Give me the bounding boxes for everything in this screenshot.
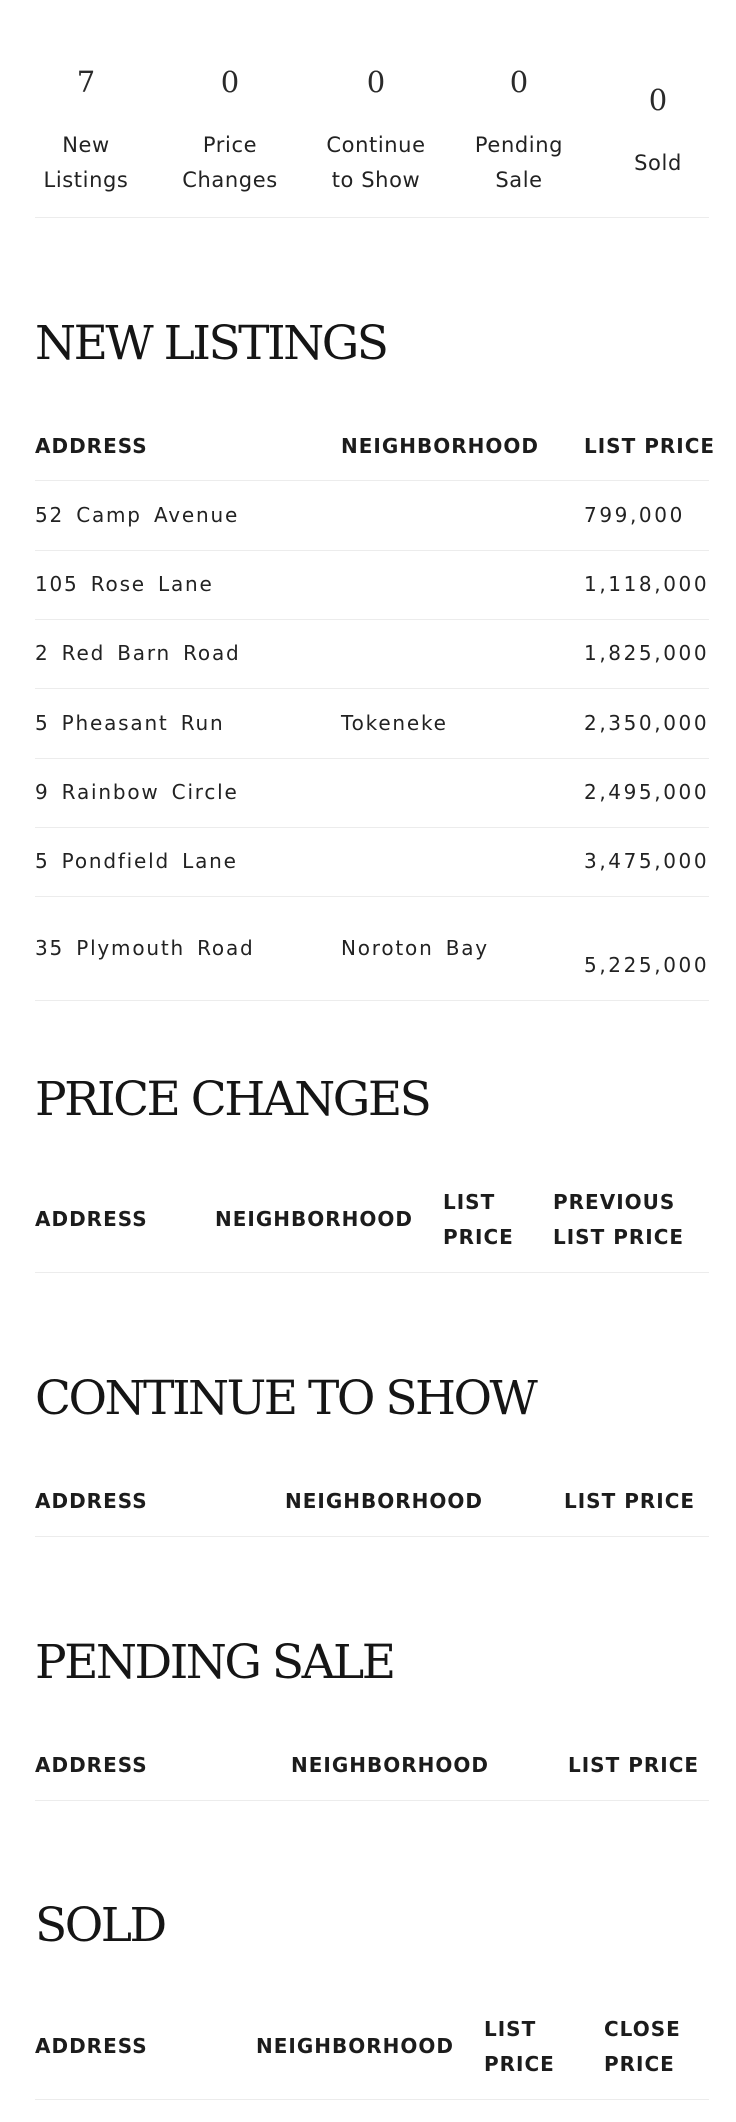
pending-sale-count: 0 [509,65,529,99]
new-listings-label: New Listings [43,133,129,192]
section-title: CONTINUE TO SHOW [35,1371,536,1426]
sold-label: Sold [634,151,682,175]
row-address: 52 Camp Avenue [35,503,240,527]
header-address: ADDRESS [35,434,148,458]
divider [35,480,709,481]
section-title: PENDING SALE [35,1635,394,1690]
divider [35,688,709,689]
header-list-price: LIST PRICE [443,1190,514,1249]
row-list-price: 5,225,000 [584,953,710,977]
divider [35,758,709,759]
row-list-price: 2,350,000 [584,711,710,735]
header-close-price: CLOSE PRICE [604,2017,681,2076]
row-neighborhood: Noroton Bay [341,936,489,960]
row-address: 5 Pondfield Lane [35,849,238,873]
section-title: PRICE CHANGES [35,1072,430,1127]
divider [35,1000,709,1001]
price-changes-count: 0 [220,65,240,99]
row-list-price: 3,475,000 [584,849,710,873]
pending-sale-label: Pending Sale [474,133,564,192]
section-title: NEW LISTINGS [35,316,387,371]
header-neighborhood: NEIGHBORHOOD [291,1753,489,1777]
header-address: ADDRESS [35,1489,148,1513]
divider [35,2099,709,2100]
header-list-price: LIST PRICE [484,2017,555,2076]
divider [35,550,709,551]
header-address: ADDRESS [35,2034,148,2058]
header-list-price: LIST PRICE [564,1489,696,1513]
header-list-price: LIST PRICE [584,434,716,458]
row-address: 5 Pheasant Run [35,711,225,735]
header-neighborhood: NEIGHBORHOOD [215,1207,413,1231]
divider [35,1536,709,1537]
divider [35,1800,709,1801]
section-title: SOLD [35,1898,165,1953]
header-address: ADDRESS [35,1207,148,1231]
divider [35,1272,709,1273]
continue-to-show-label: Continue to Show [326,133,426,192]
divider [35,896,709,897]
header-address: ADDRESS [35,1753,148,1777]
row-list-price: 1,118,000 [584,572,710,596]
row-address: 105 Rose Lane [35,572,214,596]
row-neighborhood: Tokeneke [341,711,448,735]
row-list-price: 1,825,000 [584,641,710,665]
header-list-price: LIST PRICE [568,1753,700,1777]
continue-to-show-count: 0 [366,65,386,99]
row-address: 2 Red Barn Road [35,641,241,665]
row-list-price: 2,495,000 [584,780,710,804]
divider [35,619,709,620]
header-previous-list-price: PREVIOUS LIST PRICE [553,1190,685,1249]
sold-count: 0 [648,83,668,117]
price-changes-label: Price Changes [182,133,278,192]
row-list-price: 799,000 [584,503,685,527]
divider [35,827,709,828]
new-listings-count: 7 [76,65,96,99]
row-address: 9 Rainbow Circle [35,780,239,804]
row-address: 35 Plymouth Road [35,936,255,960]
header-neighborhood: NEIGHBORHOOD [341,434,539,458]
header-neighborhood: NEIGHBORHOOD [256,2034,454,2058]
divider [35,217,709,218]
header-neighborhood: NEIGHBORHOOD [285,1489,483,1513]
